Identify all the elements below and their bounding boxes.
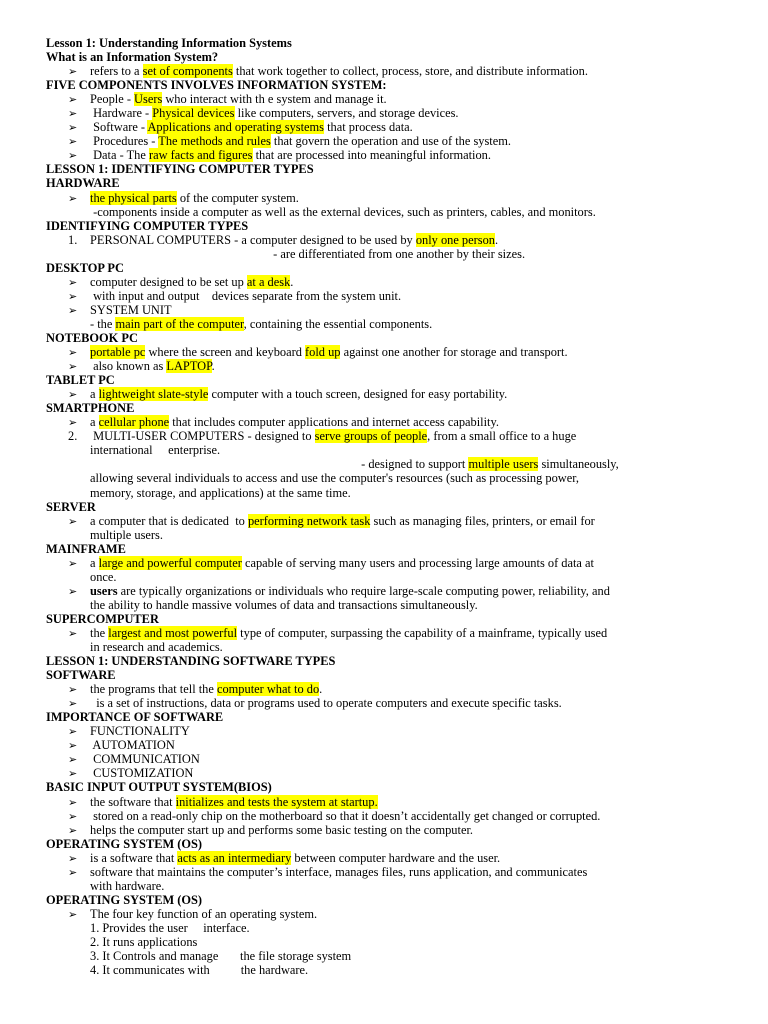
text-segment: a — [90, 415, 99, 430]
highlighted-text: Users — [134, 92, 163, 107]
line-content — [90, 626, 607, 640]
bullet-item — [0, 64, 768, 78]
line-content — [90, 598, 478, 612]
line-content — [90, 429, 576, 443]
line-content — [90, 359, 215, 373]
line-content — [90, 303, 172, 317]
bullet-item — [0, 851, 768, 865]
highlighted-text: raw facts and figures — [148, 148, 253, 163]
bullet-item — [0, 626, 768, 640]
line-content — [46, 780, 272, 794]
line-content — [46, 837, 202, 851]
text-line — [0, 879, 768, 893]
text-segment: against one another for storage and transport. — [340, 345, 568, 360]
line-content — [90, 92, 387, 106]
line-content — [90, 640, 223, 654]
highlighted-text: performing network task — [247, 513, 371, 528]
text-segment: type of computer, surpassing the capability of a mainframe, typically used — [237, 625, 608, 640]
bullet-arrow-icon: ➢ — [68, 361, 78, 374]
heading-line — [0, 78, 768, 92]
text-segment: SERVER — [46, 499, 96, 514]
highlighted-text: serve groups of people — [314, 429, 428, 444]
highlighted-text: LAPTOP — [166, 359, 212, 374]
highlighted-text: multiple users — [468, 457, 539, 472]
bullet-arrow-icon: ➢ — [68, 866, 78, 879]
bullet-item — [0, 514, 768, 528]
bullet-arrow-icon: ➢ — [68, 389, 78, 402]
bullet-arrow-icon: ➢ — [68, 304, 78, 317]
bullet-arrow-icon: ➢ — [68, 192, 78, 205]
text-segment: refers to a — [90, 64, 143, 79]
heading-line — [0, 219, 768, 233]
bullet-arrow-icon: ➢ — [68, 557, 78, 570]
text-line — [0, 949, 768, 963]
line-content — [90, 528, 163, 542]
bullet-arrow-icon: ➢ — [68, 108, 78, 121]
line-content — [358, 457, 619, 471]
heading-line — [0, 710, 768, 724]
line-content — [46, 219, 248, 233]
text-segment: 2. It runs applications — [90, 935, 198, 949]
text-segment: OPERATING SYSTEM (OS) — [46, 892, 203, 907]
text-segment: between computer hardware and the user. — [291, 850, 501, 865]
bullet-arrow-icon: ➢ — [68, 276, 78, 289]
line-content — [46, 373, 115, 387]
text-segment: 3. It Controls and manage the file storage system — [90, 949, 352, 964]
bullet-arrow-icon: ➢ — [68, 290, 78, 303]
highlighted-text: fold up — [305, 345, 341, 360]
text-segment: AUTOMATION — [90, 738, 175, 753]
text-segment: stored on a read-only chip on the motherboard so that it doesn’t accidentally get changed or corrupted. — [90, 808, 601, 823]
line-content — [90, 724, 190, 738]
text-line — [0, 457, 768, 471]
text-line — [0, 317, 768, 331]
highlighted-text: at a desk — [246, 274, 291, 289]
text-segment: IDENTIFYING COMPUTER TYPES — [46, 218, 249, 233]
text-segment: . — [319, 682, 323, 697]
list-number: 1. — [68, 232, 78, 247]
text-segment: People - — [90, 92, 135, 107]
text-segment: Data - The — [90, 148, 149, 163]
line-content — [90, 865, 587, 879]
text-segment: FUNCTIONALITY — [90, 724, 190, 739]
text-segment: . — [290, 274, 294, 289]
heading-line — [0, 373, 768, 387]
text-segment: in research and academics. — [90, 640, 223, 655]
line-content — [46, 893, 202, 907]
bullet-item — [0, 752, 768, 766]
highlighted-text: lightweight slate-style — [98, 387, 209, 402]
text-segment: , from a small office to a huge — [427, 429, 577, 444]
line-content — [46, 612, 159, 626]
line-content — [46, 668, 116, 682]
line-content — [270, 247, 525, 261]
text-segment: SMARTPHONE — [46, 401, 135, 416]
line-content — [90, 345, 568, 359]
line-content — [90, 486, 351, 500]
text-line — [0, 640, 768, 654]
bullet-arrow-icon: ➢ — [68, 824, 78, 837]
highlighted-text: acts as an intermediary — [177, 850, 292, 865]
line-content — [90, 584, 610, 598]
highlighted-text: Physical devices — [152, 106, 235, 121]
line-content — [46, 500, 96, 514]
highlighted-text: portable pc — [90, 345, 146, 360]
bullet-item — [0, 387, 768, 401]
heading-line — [0, 401, 768, 415]
line-content — [90, 275, 293, 289]
text-segment: the software that — [90, 794, 176, 809]
bullet-item — [0, 303, 768, 317]
bullet-item — [0, 415, 768, 429]
heading-line — [0, 162, 768, 176]
text-segment: that govern the operation and use of the system. — [270, 134, 511, 149]
line-content — [90, 570, 117, 584]
line-content — [90, 387, 507, 401]
text-segment: COMMUNICATION — [90, 752, 200, 767]
text-segment: . — [494, 232, 499, 247]
line-content — [90, 696, 562, 710]
text-segment: like computers, servers, and storage devices. — [234, 106, 459, 121]
bullet-arrow-icon: ➢ — [68, 726, 78, 739]
text-segment: LESSON 1: UNDERSTANDING SOFTWARE TYPES — [46, 654, 336, 669]
line-content — [46, 176, 120, 190]
text-segment: a — [90, 555, 99, 570]
bullet-arrow-icon: ➢ — [68, 136, 78, 149]
heading-line — [0, 668, 768, 682]
text-segment: memory, storage, and applications) at the same time. — [90, 485, 351, 500]
text-segment: software that maintains the computer’s interface, manages files, runs application, and communicates — [90, 864, 588, 879]
list-number: 2. — [68, 429, 78, 444]
text-segment: CUSTOMIZATION — [90, 766, 194, 781]
bullet-item — [0, 134, 768, 148]
text-segment: TABLET PC — [46, 373, 115, 388]
text-segment: Procedures - — [90, 134, 159, 149]
bullet-arrow-icon: ➢ — [68, 908, 78, 921]
line-content — [90, 443, 220, 457]
heading-line — [0, 36, 768, 50]
line-content — [90, 949, 351, 963]
heading-line — [0, 500, 768, 514]
line-content — [90, 963, 308, 977]
text-line — [0, 471, 768, 485]
line-content — [90, 134, 511, 148]
heading-line — [0, 331, 768, 345]
text-segment: also known as — [90, 359, 167, 374]
line-content — [46, 78, 387, 92]
bullet-item — [0, 795, 768, 809]
text-segment: the ability to handle massive volumes of data and transactions simultaneously. — [90, 597, 478, 612]
line-content — [90, 879, 164, 893]
line-content — [90, 317, 432, 331]
text-segment: is a software that — [90, 850, 178, 865]
text-segment: 1. Provides the user interface. — [90, 920, 250, 935]
line-content — [90, 921, 250, 935]
highlighted-text: initializes and tests the system at startup. — [175, 794, 378, 809]
line-content — [90, 289, 401, 303]
line-content — [90, 191, 299, 205]
text-segment: -components inside a computer as well as the external devices, such as printers, cables, and monitors. — [90, 204, 596, 219]
text-line — [0, 205, 768, 219]
document-page — [0, 36, 768, 977]
line-content — [46, 542, 126, 556]
heading-line — [0, 837, 768, 851]
text-segment: HARDWARE — [46, 176, 120, 191]
bullet-item — [0, 584, 768, 598]
text-segment: are typically organizations or individuals who require large-scale computing power, reliability, and — [117, 583, 610, 598]
line-content — [90, 823, 473, 837]
text-segment: - are differentiated from one another by their sizes. — [270, 246, 526, 261]
text-segment: the — [90, 625, 109, 640]
line-content — [90, 106, 459, 120]
heading-line — [0, 542, 768, 556]
bullet-item — [0, 191, 768, 205]
highlighted-text: cellular phone — [98, 415, 170, 430]
line-content — [90, 471, 579, 485]
line-content — [90, 809, 600, 823]
bullet-arrow-icon: ➢ — [68, 347, 78, 360]
highlighted-text: the physical parts — [90, 190, 177, 205]
bullet-arrow-icon: ➢ — [68, 768, 78, 781]
text-segment: SUPERCOMPUTER — [46, 611, 159, 626]
text-line — [0, 921, 768, 935]
text-segment: is a set of instructions, data or programs used to operate computers and execute specific tasks. — [90, 696, 562, 711]
bullet-item — [0, 823, 768, 837]
bullet-arrow-icon: ➢ — [68, 754, 78, 767]
line-content — [90, 148, 491, 162]
highlighted-text: The methods and rules — [158, 134, 271, 149]
text-segment: computer designed to be set up — [90, 274, 247, 289]
bullet-item — [0, 724, 768, 738]
bullet-item — [0, 682, 768, 696]
bullet-item — [0, 148, 768, 162]
text-segment: such as managing files, printers, or email for — [370, 513, 595, 528]
bullet-item — [0, 106, 768, 120]
text-segment: users — [90, 583, 118, 598]
bullet-item — [0, 92, 768, 106]
numbered-item — [0, 233, 768, 247]
bullet-arrow-icon: ➢ — [68, 796, 78, 809]
text-segment: - designed to support — [358, 457, 469, 472]
line-content — [90, 64, 588, 78]
text-line — [0, 443, 768, 457]
text-segment: that work together to collect, process, store, and distribute information. — [232, 64, 588, 79]
bullet-item — [0, 359, 768, 373]
text-segment: that process data. — [324, 120, 413, 135]
text-segment: What is an Information System? — [46, 50, 219, 65]
line-content — [90, 752, 200, 766]
line-content — [90, 935, 197, 949]
bullet-item — [0, 865, 768, 879]
bullet-arrow-icon: ➢ — [68, 698, 78, 711]
numbered-item — [0, 429, 768, 443]
line-content — [90, 738, 175, 752]
bullet-arrow-icon: ➢ — [68, 122, 78, 135]
text-segment: Software - — [90, 120, 148, 135]
text-segment: simultaneously, — [538, 457, 619, 472]
line-content — [90, 556, 594, 570]
text-segment: BASIC INPUT OUTPUT SYSTEM(BIOS) — [46, 780, 272, 795]
bullet-arrow-icon: ➢ — [68, 417, 78, 430]
text-line — [0, 598, 768, 612]
line-content — [90, 766, 193, 780]
line-content — [90, 233, 498, 247]
highlighted-text: large and powerful computer — [98, 555, 242, 570]
bullet-arrow-icon: ➢ — [68, 585, 78, 598]
text-segment: PERSONAL COMPUTERS - a computer designed to be used by — [90, 232, 416, 247]
highlighted-text: only one person — [415, 232, 495, 247]
text-segment: MAINFRAME — [46, 541, 126, 556]
text-line — [0, 486, 768, 500]
line-content — [46, 50, 218, 64]
highlighted-text: largest and most powerful — [108, 625, 238, 640]
text-segment: international enterprise. — [90, 443, 221, 458]
bullet-item — [0, 556, 768, 570]
text-segment: multiple users. — [90, 527, 163, 542]
text-segment: 4. It communicates with the hardware. — [90, 963, 309, 978]
bullet-arrow-icon: ➢ — [68, 740, 78, 753]
heading-line — [0, 612, 768, 626]
line-content — [46, 401, 134, 415]
text-segment: DESKTOP PC — [46, 260, 124, 275]
line-content — [46, 710, 223, 724]
text-segment: Hardware - — [90, 106, 153, 121]
line-content — [90, 907, 317, 921]
bullet-arrow-icon: ➢ — [68, 810, 78, 823]
text-segment: - the — [90, 316, 116, 331]
text-segment: with input and output devices separate from the system unit. — [90, 288, 402, 303]
heading-line — [0, 780, 768, 794]
text-segment: once. — [90, 569, 117, 584]
text-segment: . — [211, 359, 215, 374]
line-content — [46, 261, 124, 275]
line-content — [90, 795, 378, 809]
line-content — [90, 120, 413, 134]
text-segment: NOTEBOOK PC — [46, 330, 138, 345]
text-line — [0, 528, 768, 542]
bullet-arrow-icon: ➢ — [68, 66, 78, 79]
text-segment: , containing the essential components. — [243, 316, 433, 331]
text-segment: the programs that tell the — [90, 682, 217, 697]
bullet-item — [0, 275, 768, 289]
text-segment: that are processed into meaningful information. — [252, 148, 491, 163]
bullet-item — [0, 345, 768, 359]
bullet-arrow-icon: ➢ — [68, 515, 78, 528]
line-content — [46, 331, 138, 345]
text-segment: computer with a touch screen, designed for easy portability. — [208, 387, 508, 402]
text-segment: Lesson 1: Understanding Information Systems — [46, 36, 292, 50]
bullet-arrow-icon: ➢ — [68, 150, 78, 163]
heading-line — [0, 50, 768, 64]
text-line — [0, 963, 768, 977]
bullet-item — [0, 907, 768, 921]
line-content — [46, 162, 314, 176]
text-line — [0, 247, 768, 261]
text-line — [0, 570, 768, 584]
line-content — [90, 205, 596, 219]
bullet-item — [0, 738, 768, 752]
bullet-arrow-icon: ➢ — [68, 627, 78, 640]
line-content — [90, 415, 499, 429]
text-segment: SYSTEM UNIT — [90, 302, 172, 317]
text-line — [0, 935, 768, 949]
text-segment: The four key function of an operating system. — [90, 906, 318, 921]
line-content — [46, 654, 335, 668]
bullet-item — [0, 120, 768, 134]
text-segment: that includes computer applications and internet access capability. — [169, 415, 499, 430]
text-segment: allowing several individuals to access and use the computer's resources (such as processing power, — [90, 471, 579, 486]
text-segment: where the screen and keyboard — [145, 345, 306, 360]
text-segment: a — [90, 387, 99, 402]
text-segment: SOFTWARE — [46, 668, 116, 683]
line-content — [90, 682, 322, 696]
text-segment: LESSON 1: IDENTIFYING COMPUTER TYPES — [46, 162, 314, 177]
text-segment: IMPORTANCE OF SOFTWARE — [46, 710, 224, 725]
line-content — [46, 36, 292, 50]
highlighted-text: main part of the computer — [115, 316, 244, 331]
bullet-arrow-icon: ➢ — [68, 852, 78, 865]
text-segment: of the computer system. — [176, 190, 299, 205]
bullet-item — [0, 809, 768, 823]
text-segment: OPERATING SYSTEM (OS) — [46, 836, 203, 851]
heading-line — [0, 654, 768, 668]
heading-line — [0, 261, 768, 275]
text-segment: who interact with th e system and manage it. — [162, 92, 387, 107]
text-segment: a computer that is dedicated to — [90, 513, 248, 528]
bullet-item — [0, 289, 768, 303]
heading-line — [0, 893, 768, 907]
heading-line — [0, 176, 768, 190]
text-segment: FIVE COMPONENTS INVOLVES INFORMATION SYSTEM: — [46, 78, 387, 93]
highlighted-text: Applications and operating systems — [147, 120, 325, 135]
text-segment: capable of serving many users and processing large amounts of data at — [241, 555, 594, 570]
bullet-item — [0, 696, 768, 710]
highlighted-text: computer what to do — [216, 682, 320, 697]
line-content — [90, 851, 500, 865]
text-segment: helps the computer start up and performs some basic testing on the computer. — [90, 822, 473, 837]
highlighted-text: set of components — [142, 64, 233, 79]
line-content — [90, 514, 595, 528]
bullet-arrow-icon: ➢ — [68, 684, 78, 697]
text-segment: MULTI-USER COMPUTERS - designed to — [90, 429, 315, 444]
text-segment: with hardware. — [90, 878, 165, 893]
bullet-item — [0, 766, 768, 780]
bullet-arrow-icon: ➢ — [68, 94, 78, 107]
